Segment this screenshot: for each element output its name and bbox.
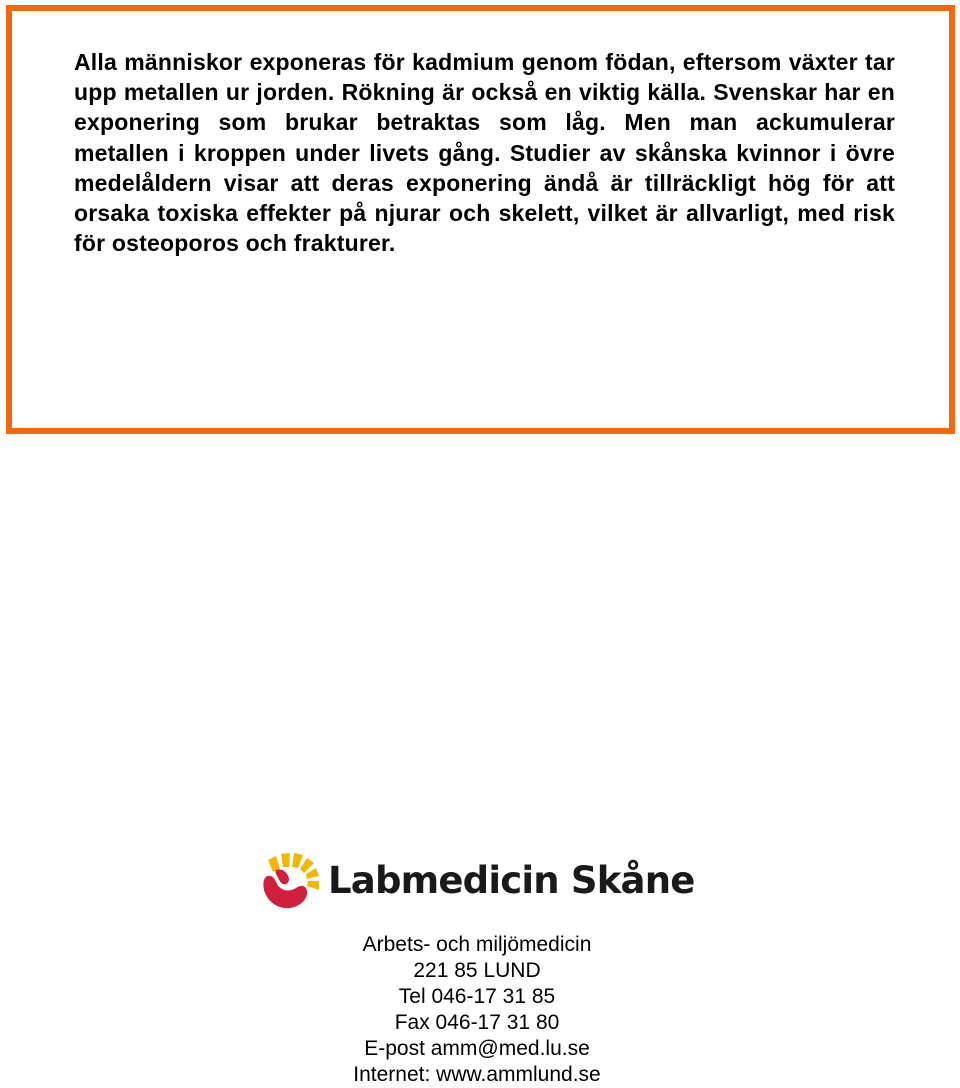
contact-fax: Fax 046-17 31 80 bbox=[394, 1011, 560, 1034]
contact-block bbox=[0, 932, 954, 1088]
labmedicin-logo-icon bbox=[262, 852, 320, 910]
labmedicin-logo bbox=[262, 851, 695, 911]
logo-name: Labmedicin Skåne bbox=[328, 859, 695, 902]
contact-phone: Tel 046-17 31 85 bbox=[398, 985, 556, 1008]
contact-internet: Internet: www.ammlund.se bbox=[353, 1063, 601, 1086]
contact-department: Arbets- och miljömedicin bbox=[362, 933, 592, 956]
contact-email: E-post amm@med.lu.se bbox=[364, 1037, 590, 1060]
info-paragraph: Alla människor exponeras för kadmium genom födan, eftersom växter tar upp metallen ur jorden. Rökning är också en viktig källa. Svenskar har en exponering som brukar betraktas som låg. Men man ackumulerar metallen i kroppen under livets gång. Studier av skånska kvinnor i övre medelåldern visar att deras exponering ändå är tillräckligt hög för att orsaka toxiska effekter på njurar och skelett, vilket är allvarligt, med risk för osteoporos och frakturer. bbox=[74, 49, 895, 257]
contact-address: 221 85 LUND bbox=[413, 959, 541, 982]
